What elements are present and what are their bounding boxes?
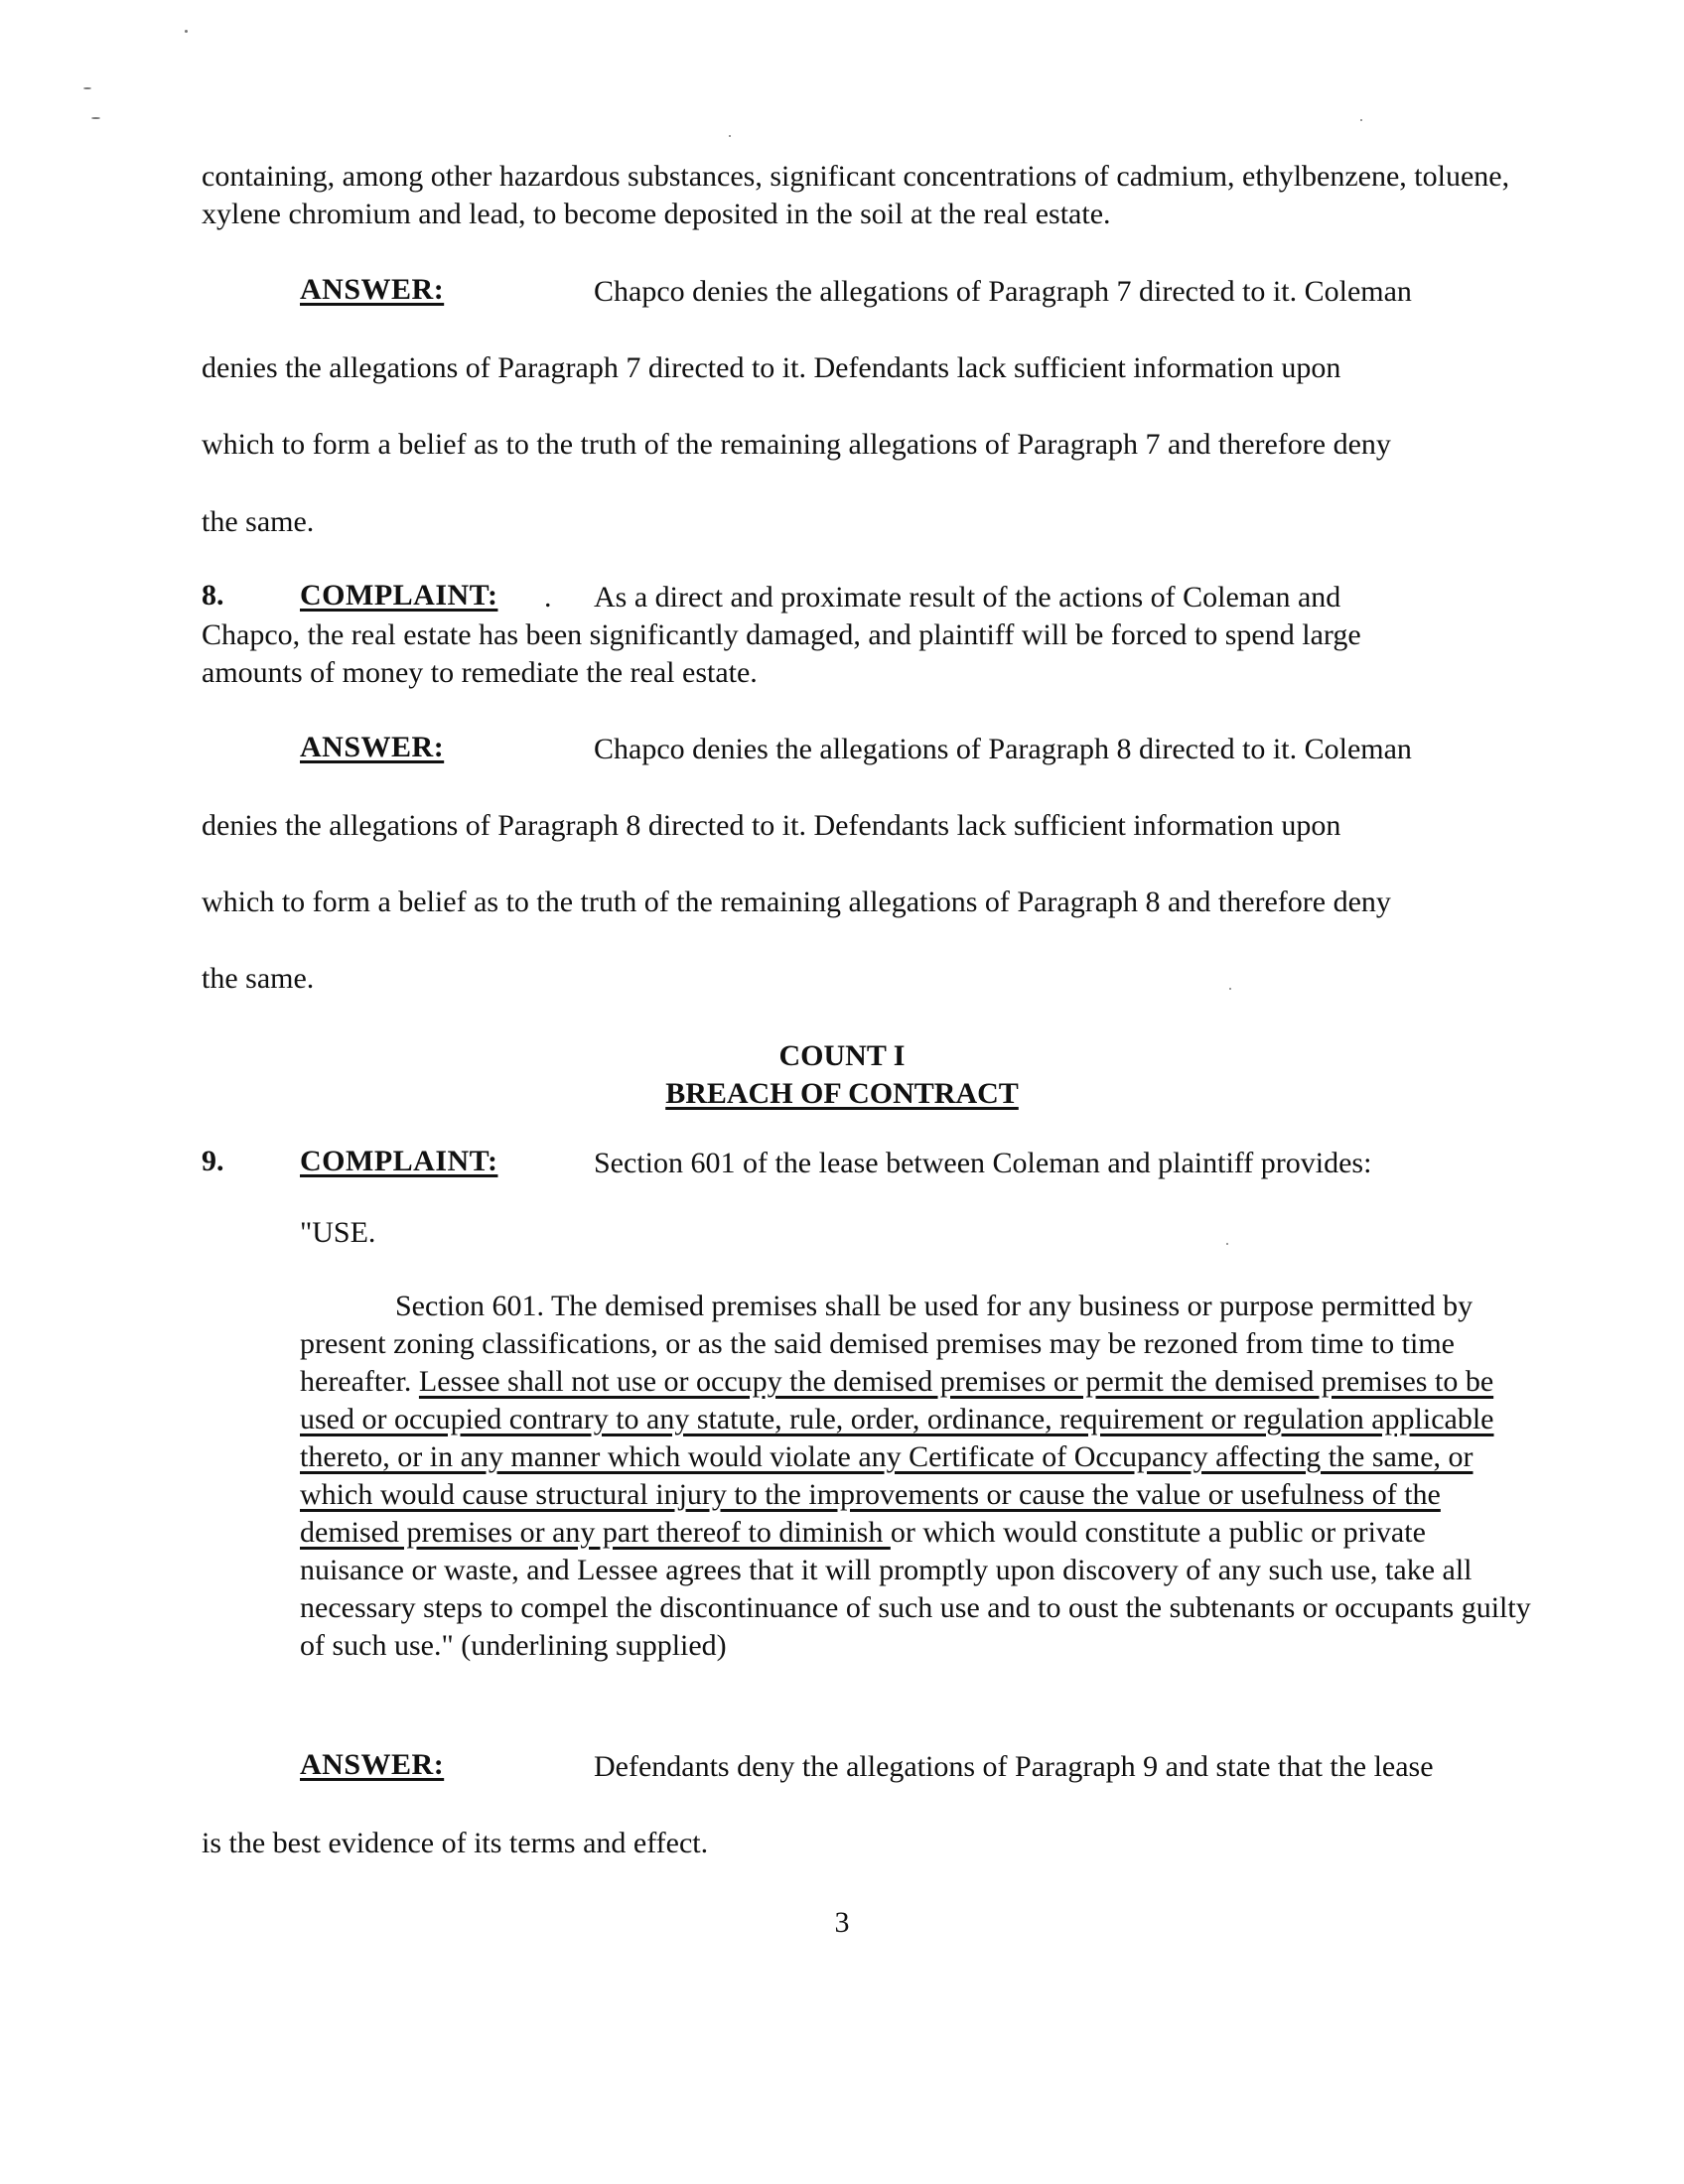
complaint-9-number: 9. <box>202 1145 224 1177</box>
scan-speck <box>83 87 91 89</box>
answer-9-line-2: is the best evidence of its terms and effect. <box>202 1827 709 1859</box>
answer-8-label: ANSWER: <box>300 731 445 763</box>
intro-text: containing, among other hazardous substances, significant concentrations of cadmium, ethylbenzene, toluene, xylene chromium and lead, to become deposited in the soil at the real estate. <box>202 160 1510 230</box>
complaint-8-line-2: Chapco, the real estate has been significantly damaged, and plaintiff will be forced to spend large <box>202 618 1361 651</box>
lease-quote-underlined: Lessee shall not use or occupy the demised premises or permit the demised premises to be used or occupied contrary to any statute, rule, order, ordinance, requirement or regulation applicable thereto, or in any manner which would violate any Certificate of Occupancy affecting the same, or which would cause structural injury to the improvements or cause the value or usefulness of the demised premises or any part thereof to diminish <box>300 1365 1494 1549</box>
scan-speck <box>1226 1243 1228 1245</box>
scan-speck <box>1360 119 1362 121</box>
scan-speck <box>1229 988 1231 990</box>
complaint-9-line-1: Section 601 of the lease between Coleman and plaintiff provides: <box>594 1147 1372 1179</box>
complaint-8-label: COMPLAINT: <box>300 579 498 612</box>
answer-7-label: ANSWER: <box>300 273 445 306</box>
answer-9-line-1: Defendants deny the allegations of Paragraph 9 and state that the lease <box>594 1750 1434 1783</box>
answer-8-line-2: denies the allegations of Paragraph 8 directed to it. Defendants lack sufficient information upon <box>202 809 1341 842</box>
count-title: COUNT I <box>778 1039 906 1072</box>
count-subtitle: BREACH OF CONTRACT <box>665 1077 1019 1110</box>
lease-quote-part-1: Section 601. The demised premises shall be used for any business or purpose permitted by present zoning classifications, or as the said demised premises may be rezoned from time to time hereafter. <box>300 1290 1474 1398</box>
answer-7-line-2: denies the allegations of Paragraph 7 directed to it. Defendants lack sufficient information upon <box>202 351 1341 384</box>
use-heading: "USE. <box>300 1216 376 1249</box>
answer-8-line-3: which to form a belief as to the truth of the remaining allegations of Paragraph 8 and therefore deny <box>202 886 1391 918</box>
page-number: 3 <box>834 1906 850 1939</box>
answer-8-line-4: the same. <box>202 962 315 995</box>
complaint-8-line-3: amounts of money to remediate the real estate. <box>202 656 758 689</box>
intro-paragraph <box>202 158 1522 233</box>
complaint-8-dot: . <box>544 581 552 614</box>
complaint-9-label: COMPLAINT: <box>300 1145 498 1177</box>
answer-9-label: ANSWER: <box>300 1748 445 1781</box>
lease-quote <box>300 1288 1531 1665</box>
answer-7-line-3: which to form a belief as to the truth of the remaining allegations of Paragraph 7 and therefore deny <box>202 428 1391 461</box>
complaint-8-line-1: As a direct and proximate result of the actions of Coleman and <box>594 581 1341 614</box>
scan-speck <box>729 135 731 137</box>
answer-8-line-1: Chapco denies the allegations of Paragraph 8 directed to it. Coleman <box>594 733 1412 765</box>
answer-7-line-1: Chapco denies the allegations of Paragraph 7 directed to it. Coleman <box>594 275 1412 308</box>
complaint-8-number: 8. <box>202 579 224 612</box>
lease-quote-part-2: or which would constitute a public or private nuisance or waste, and Lessee agrees that it will promptly upon discovery of any such use, take all necessary steps to compel the discontinuance of such use and to oust the subtenants or occupants guilty of such use." (underlining supplied) <box>300 1516 1531 1662</box>
scan-speck <box>185 30 188 33</box>
answer-7-line-4: the same. <box>202 505 315 538</box>
scan-speck <box>91 117 100 119</box>
